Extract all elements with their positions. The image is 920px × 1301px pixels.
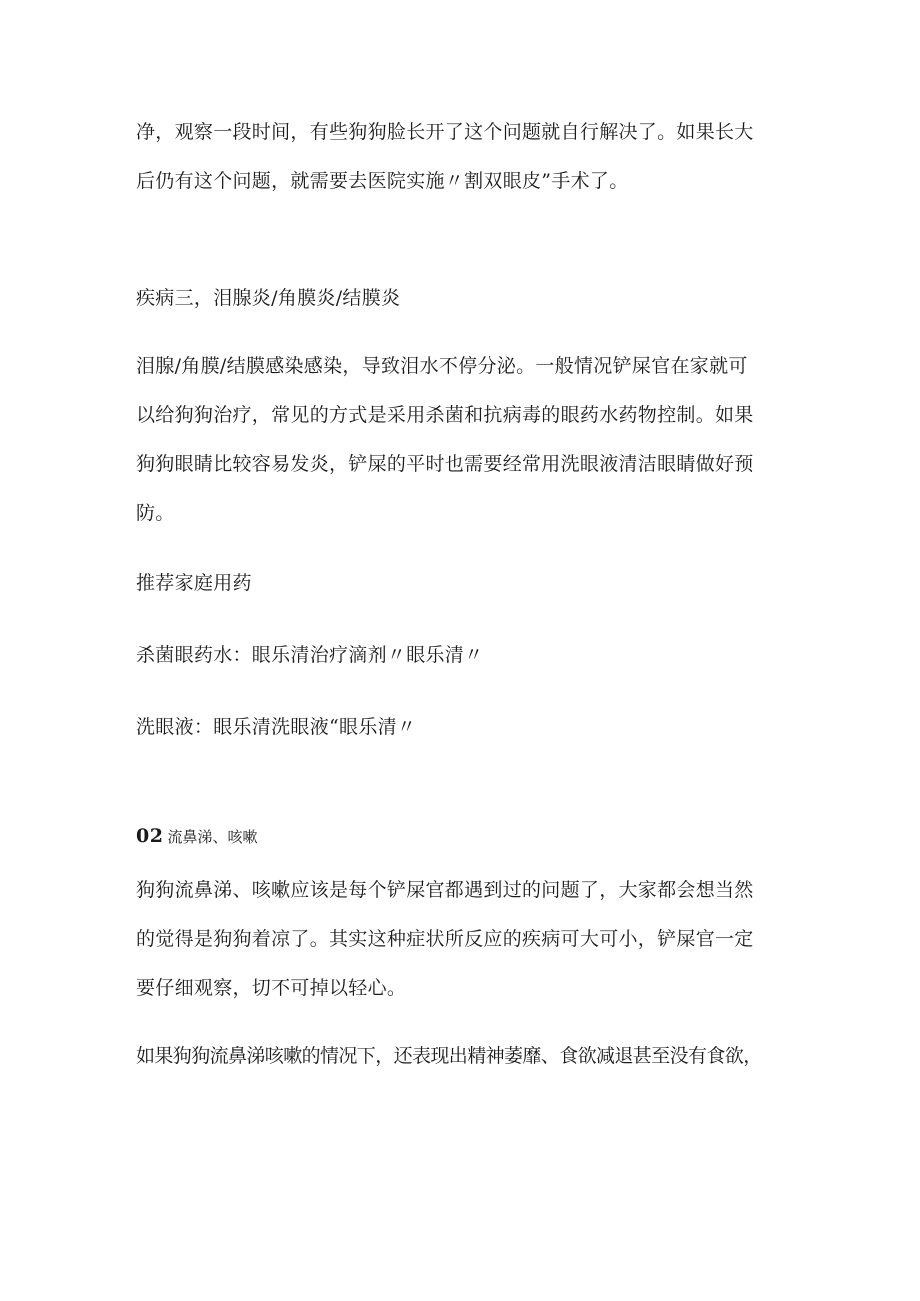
text-line: 以给狗狗治疗，常见的方式是采用杀菌和抗病毒的眼药水药物控制。如果: [136, 404, 754, 426]
section-number: 02: [136, 825, 164, 847]
text-line: 洗眼液：眼乐清洗眼液“眼乐清〃: [136, 716, 417, 738]
text-line: 净，观察一段时间，有些狗狗脸长开了这个问题就自行解决了。如果长大: [136, 121, 754, 143]
paragraph-runny-nose: [136, 866, 790, 1013]
section-heading-02: [136, 821, 257, 852]
text-line: 杀菌眼药水：眼乐清治疗滴剂〃眼乐清〃: [136, 644, 484, 666]
text-line: 泪腺/角膜/结膜感染感染，导致泪水不停分泌。一般情况铲屎官在家就可: [136, 355, 748, 377]
paragraph-infection: [136, 342, 790, 538]
text-line: 后仍有这个问题，就需要去医院实施〃割双眼皮”手术了。: [136, 170, 629, 192]
paragraph-eye-surgery: [136, 108, 790, 206]
paragraph-symptoms: [136, 1032, 790, 1081]
text-line: 推荐家庭用药: [136, 572, 252, 594]
text-line: 疾病三，泪腺炎/角膜炎/结膜炎: [136, 287, 401, 309]
heading-disease-three: [136, 274, 790, 323]
text-line: 狗狗眼睛比较容易发炎，铲屎的平时也需要经常用洗眼液清洁眼睛做好预: [136, 453, 754, 475]
paragraph-eye-drops: [136, 631, 790, 680]
text-line: 要仔细观察，切不可掉以轻心。: [136, 977, 407, 999]
text-line: 防。: [136, 502, 175, 524]
paragraph-eye-wash: [136, 703, 790, 752]
heading-recommended-medicine: [136, 559, 790, 608]
text-line: 如果狗狗流鼻涕咳嗽的情况下，还表现出精神萎靡、食欲减退甚至没有食欲，: [136, 1045, 762, 1067]
section-title: 流鼻涕、咳嗽: [167, 828, 258, 846]
text-line: 的觉得是狗狗着凉了。其实这种症状所反应的疾病可大可小，铲屎官一定: [136, 928, 754, 950]
text-line: 狗狗流鼻涕、咳嗽应该是每个铲屎官都遇到过的问题了，大家都会想当然: [136, 879, 754, 901]
